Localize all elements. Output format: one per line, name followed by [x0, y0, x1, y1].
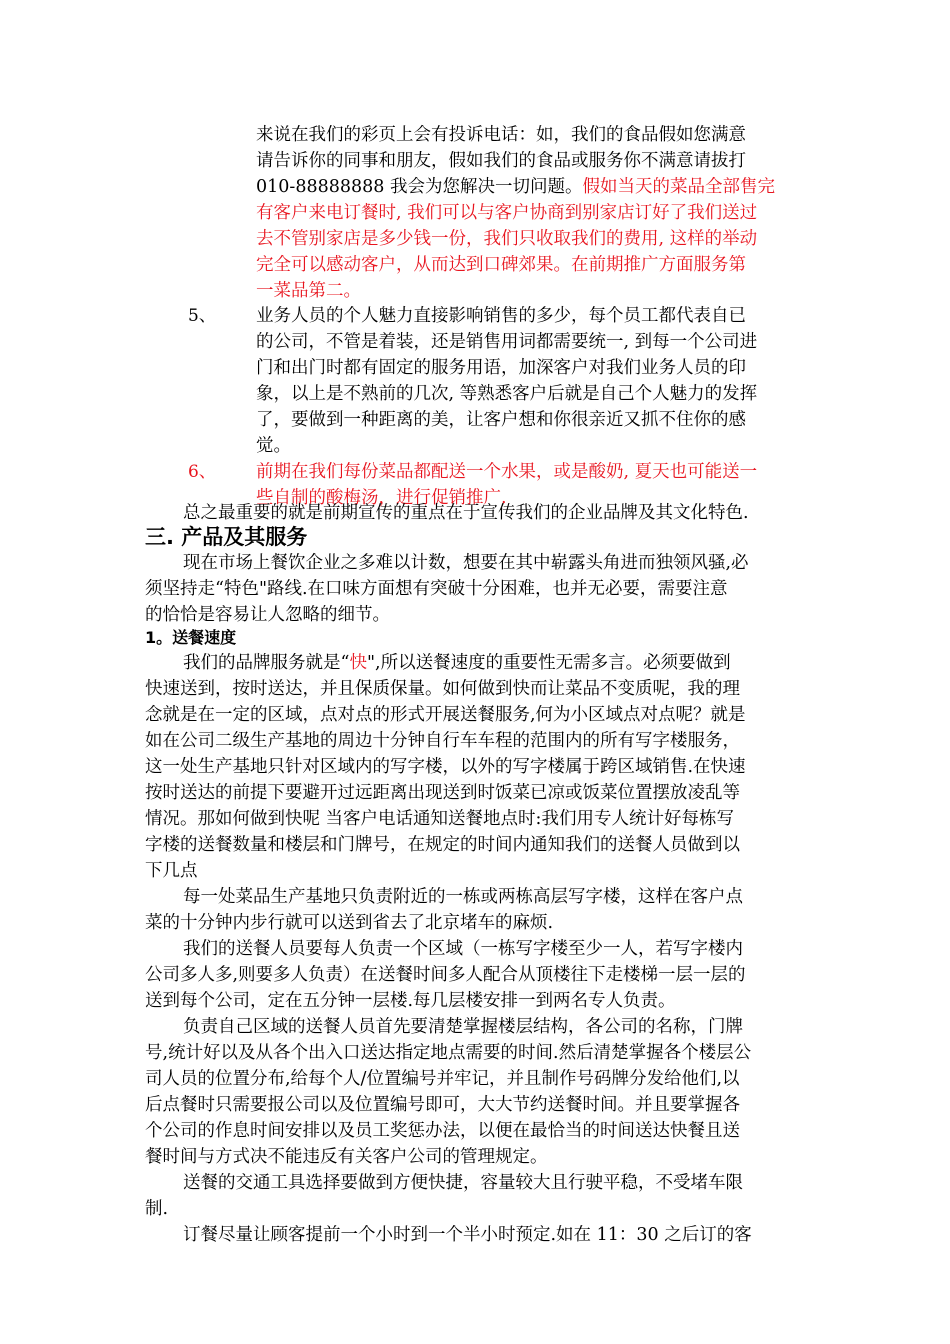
paragraph-line: 送餐的交通工具选择要做到方便快捷，容量较大且行驶平稳，不受堵车限 [183, 1173, 743, 1193]
item4-line [256, 174, 775, 200]
item5-line: 门和出门时都有固定的服务用语，加深客户对我们业务人员的印 [256, 358, 746, 378]
item5-line: 象，以上是不熟前的几次, 等熟悉客户后就是自己个人魅力的发挥 [256, 384, 758, 404]
section-heading: 三. 产品及其服务 [145, 525, 308, 549]
paragraph-line: 菜的十分钟内步行就可以送到省去了北京堵车的麻烦. [145, 913, 554, 933]
paragraph-line: 公司多人多,则要多人负责）在送餐时间多人配合从顶楼往下走楼梯一层一层的 [145, 965, 746, 985]
paragraph-line: 念就是在一定的区域，点对点的形式开展送餐服务,何为小区域点对点呢？就是 [145, 705, 746, 725]
summary-text: 总之最重要的就是前期宣传的重点在于宣传我们的企业品牌及其文化特色. [183, 503, 749, 523]
item5-line: 业务人员的个人魅力直接影响销售的多少，每个员工都代表自已 [256, 306, 746, 326]
p1-text-b: ",所以送餐速度的重要性无需多言。必须要做到 [366, 653, 731, 673]
p1-text-a: 我们的品牌服务就是“ [183, 653, 350, 673]
item4-line: 来说在我们的彩页上会有投诉电话：如，我们的食品假如您满意 [256, 125, 746, 145]
paragraph-line: 按时送达的前提下要避开过远距离出现送到时饭菜已凉或饭菜位置摆放凌乱等 [145, 783, 740, 803]
paragraph-line: 订餐尽量让顾客提前一个小时到一个半小时预定.如在 11：30 之后订的客 [183, 1225, 752, 1245]
paragraph-line: 个公司的作息时间安排以及员工奖惩办法，以便在最恰当的时间送达快餐且送 [145, 1121, 740, 1141]
section-intro-line: 的恰恰是容易让人忽略的细节。 [145, 605, 390, 625]
section-intro-line: 须坚持走“特色"路线.在口味方面想有突破十分困难，也并无必要，需要注意 [145, 579, 728, 599]
item6-number: 6、 [188, 462, 216, 482]
paragraph-line: 快速送到，按时送达，并且保质保量。如何做到快而让菜品不变质呢，我的理 [145, 679, 740, 699]
item4-phone-text: 010-88888888 我会为您解决一切问题。 [256, 177, 583, 197]
p1-highlight: 快 [349, 653, 367, 673]
paragraph-line: 送到每个公司，定在五分钟一层楼.每几层楼安排一到两名专人负责。 [145, 991, 676, 1011]
item4-highlight-text: 假如当天的菜品全部售完 [582, 177, 775, 197]
item5-number: 5、 [188, 306, 216, 326]
item4-line: 一菜品第二。 [256, 281, 361, 301]
paragraph-line: 这一处生产基地只针对区域内的写字楼，以外的写字楼属于跨区域销售.在快速 [145, 757, 746, 777]
item4-line: 完全可以感动客户，从而达到口碑郊果。在前期推广方面服务第 [256, 255, 746, 275]
item4-line: 去不管别家店是多少钱一份，我们只收取我们的费用, 这样的举动 [256, 229, 758, 249]
paragraph-line: 司人员的位置分布,给每个人/位置编号并牢记，并且制作号码牌分发给他们,以 [145, 1069, 740, 1089]
paragraph-line: 每一处菜品生产基地只负责附近的一栋或两栋高层写字楼，这样在客户点 [183, 887, 743, 907]
item5-line: 觉。 [256, 436, 291, 456]
item5-line: 的公司，不管是着装，还是销售用词都需要统一, 到每一个公司进 [256, 332, 758, 352]
paragraph-line: 号,统计好以及从各个出入口送达指定地点需要的时间.然后清楚掌握各个楼层公 [145, 1043, 752, 1063]
paragraph-line: 情况。那如何做到快呢 当客户电话通知送餐地点时:我们用专人统计好每栋写 [145, 809, 734, 829]
item4-line: 请告诉你的同事和朋友，假如我们的食品或服务你不满意请拔打 [256, 151, 746, 171]
paragraph-line: 如在公司二级生产基地的周边十分钟自行车车程的范围内的所有写字楼服务， [145, 731, 740, 751]
item4-line: 有客户来电订餐时, 我们可以与客户协商到别家店订好了我们送过 [256, 203, 758, 223]
paragraph-line: 负责自己区域的送餐人员首先要清楚掌握楼层结构，各公司的名称，门牌 [183, 1017, 743, 1037]
section-intro-line: 现在市场上餐饮企业之多难以计数，想要在其中崭露头角进而独领风骚,必 [183, 553, 749, 573]
item6-line: 前期在我们每份菜品都配送一个水果，或是酸奶, 夏天也可能送一 [256, 462, 758, 482]
paragraph-line: 餐时间与方式决不能违反有关客户公司的管理规定。 [145, 1147, 548, 1167]
paragraph-line: 字楼的送餐数量和楼层和门牌号，在规定的时间内通知我们的送餐人员做到以 [145, 835, 740, 855]
paragraph-line: 下几点 [145, 861, 198, 881]
subsection-heading: 1。送餐速度 [145, 628, 237, 647]
paragraph-line: 后点餐时只需要报公司以及位置编号即可，大大节约送餐时间。并且要掌握各 [145, 1095, 740, 1115]
item6-line: 些自制的酸梅汤，进行促销推广. [256, 488, 507, 508]
paragraph-line: 制. [145, 1199, 169, 1219]
paragraph-line: 我们的送餐人员要每人负责一个区域（一栋写字楼至少一人，若写字楼内 [183, 939, 743, 959]
paragraph-line [183, 650, 731, 676]
item5-line: 了，要做到一种距离的美，让客户想和你很亲近又抓不住你的感 [256, 410, 746, 430]
